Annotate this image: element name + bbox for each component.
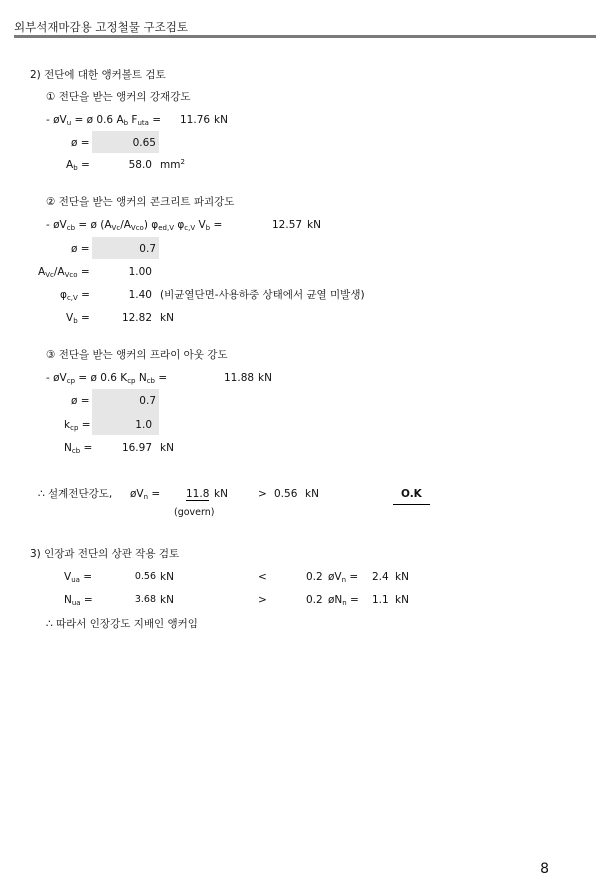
design-phi-vn-label: $øV_n$ = [130, 488, 161, 501]
sub1-steel-strength-value: 11.76 [180, 114, 211, 126]
result-underline [393, 504, 430, 505]
section3-title: 3) 인장과 전단의 상관 작용 검토 [30, 548, 180, 560]
document-header-title: 외부석재마감용 고정철물 구조검토 [14, 20, 188, 34]
vua-limit-unit: kN [395, 571, 409, 583]
design-demand-value: 0.56 [274, 488, 298, 500]
vua-limit-value: 2.4 [372, 571, 389, 583]
vua-label: $V_{ua}$ = [64, 571, 93, 584]
sub3-ncb-label: $N_{cb}$ = [64, 442, 93, 455]
vua-phi-vn-label: $øV_n$ = [328, 571, 359, 584]
sub1-ab-value: 58.0 [128, 159, 152, 171]
sub2-phicv-value: 1.40 [128, 289, 152, 301]
nua-compare-sign: > [258, 594, 267, 606]
nua-unit: kN [160, 594, 174, 606]
sub1-phi-value: 0.65 [132, 137, 156, 149]
sub2-concrete-strength-value: 12.57 [272, 219, 303, 231]
sub3-pryout-strength-value: 11.88 [224, 372, 255, 384]
sub2-title: ② 전단을 받는 앵커의 콘크리트 파괴강도 [46, 196, 235, 208]
sub3-phi-value: 0.7 [139, 395, 156, 407]
sub2-vb-unit: kN [160, 312, 174, 324]
sub1-formula: - $øV_u$ = ø 0.6 $A_b$ $F_{uta}$ = [46, 114, 162, 127]
sub2-concrete-strength-unit: kN [307, 219, 321, 231]
sub3-title: ③ 전단을 받는 앵커의 프라이 아웃 강도 [46, 349, 228, 361]
section3-conclusion: ∴ 따라서 인장강도 지배인 앵커임 [46, 618, 198, 630]
sub3-formula: - $øV_{cp}$ = ø 0.6 $K_{cp}$ $N_{cb}$ = [46, 372, 168, 385]
sub2-phi-value: 0.7 [139, 243, 156, 255]
vua-factor: 0.2 [306, 571, 323, 583]
nua-limit-unit: kN [395, 594, 409, 606]
sub3-ncb-unit: kN [160, 442, 174, 454]
nua-label: $N_{ua}$ = [64, 594, 93, 607]
sub1-steel-strength-unit: kN [214, 114, 228, 126]
header-divider [14, 35, 596, 38]
sub2-phicv-label: $\varphi_{c,V}$ = [60, 289, 90, 302]
sub3-kcp-value: 1.0 [135, 419, 152, 431]
design-strength-unit: kN [214, 488, 228, 500]
design-result-ok: O.K [401, 488, 422, 500]
govern-note: (govern) [174, 507, 215, 518]
vua-unit: kN [160, 571, 174, 583]
page-number: 8 [540, 861, 549, 877]
sub1-ab-unit: $mm^2$ [160, 158, 185, 171]
sub2-vb-label: $V_b$ = [66, 312, 90, 325]
sub3-ncb-value: 16.97 [121, 442, 152, 454]
design-demand-unit: kN [305, 488, 319, 500]
nua-limit-value: 1.1 [372, 594, 389, 606]
sub3-pryout-strength-unit: kN [258, 372, 272, 384]
sub2-avc-label: $A_{Vc}/A_{Vco}$ = [38, 266, 90, 279]
design-strength-value: 11.8 [186, 488, 210, 500]
sub3-kcp-label: $k_{cp}$ = [64, 419, 91, 432]
sub2-phi-label: ø = [71, 243, 90, 255]
sub2-vb-value: 12.82 [121, 312, 152, 324]
vua-value: 0.56 [134, 571, 156, 582]
design-compare-sign: > [258, 488, 267, 500]
sub2-formula: - $øV_{cb}$ = ø $(A_{Vc}/A_{Vco})$ $\varphi_{ed,V}$ $\varphi_{c,V}$ $V_b$ = [46, 219, 223, 232]
section2-title: 2) 전단에 대한 앵커볼트 검토 [30, 69, 166, 81]
sub2-phicv-note: (비균열단면-사용하중 상태에서 균열 미발생) [160, 289, 365, 301]
nua-phi-nn-label: $øN_n$ = [328, 594, 359, 607]
vua-compare-sign: < [258, 571, 267, 583]
nua-value: 3.68 [134, 594, 156, 605]
sub1-phi-label: ø = [71, 137, 90, 149]
sub1-title: ① 전단을 받는 앵커의 강재강도 [46, 91, 191, 103]
nua-factor: 0.2 [306, 594, 323, 606]
sub2-avc-value: 1.00 [128, 266, 152, 278]
design-strength-label: ∴ 설계전단강도, [38, 488, 113, 500]
sub1-ab-label: $A_b$ = [66, 159, 90, 172]
sub3-phi-label: ø = [71, 395, 90, 407]
